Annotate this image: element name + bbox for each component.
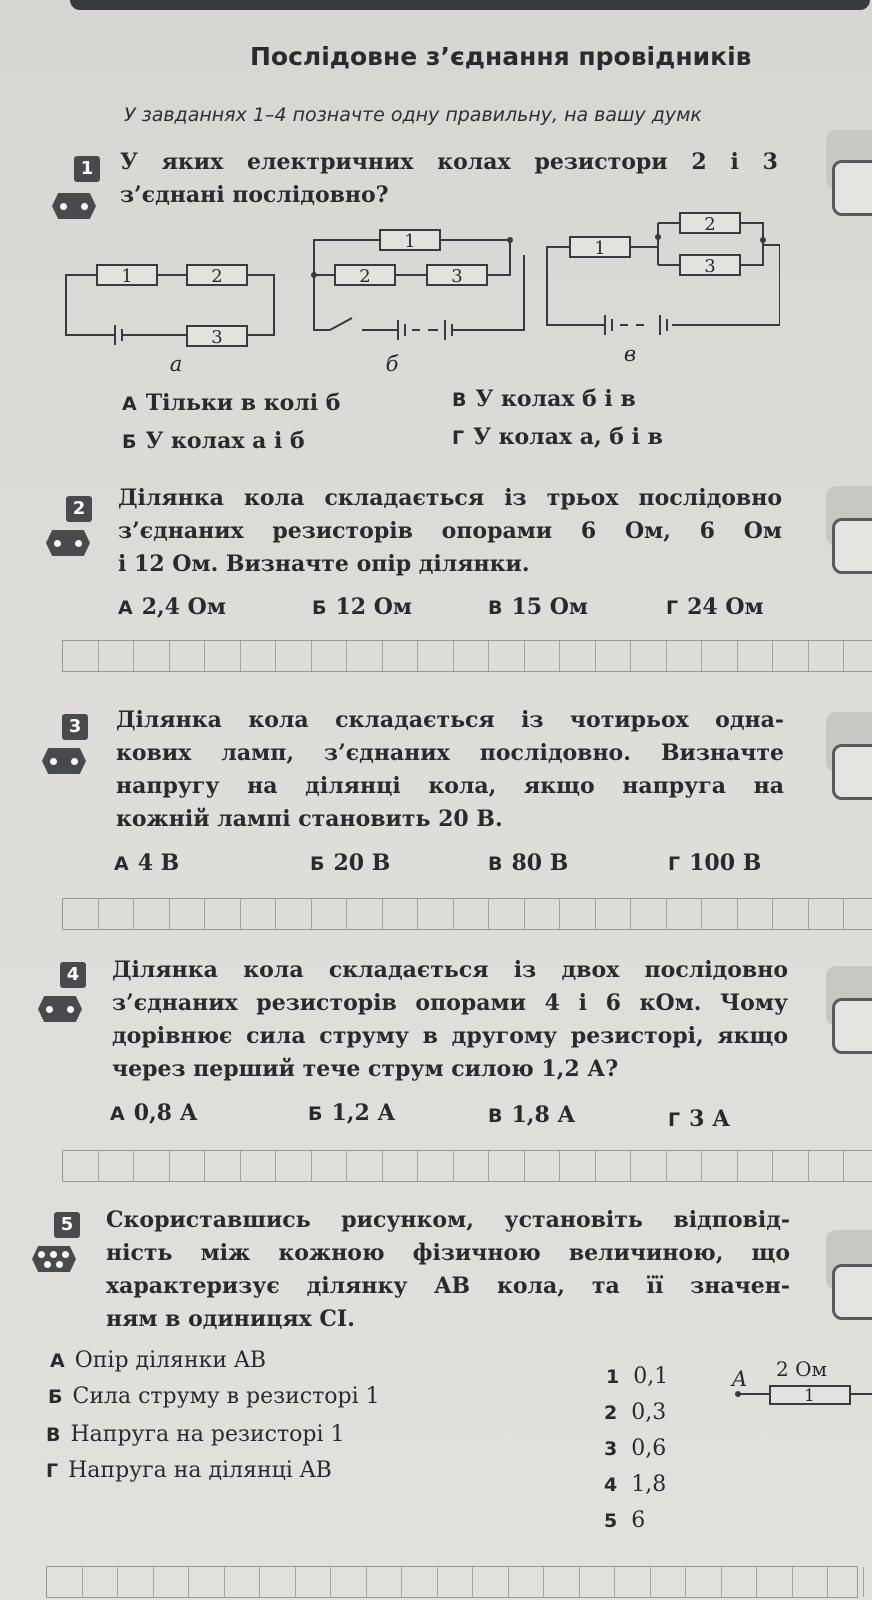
answer-option[interactable]: А 4 В — [114, 850, 180, 876]
question-text: Ділянка кола складається із трьох послідовно з’єднаних резисторів опорами 6 Ом, 6 Ом і 12 Ом. Визначте опір ділянки. — [118, 485, 782, 577]
answer-option[interactable]: В 80 В — [488, 850, 569, 876]
matching-value: 2 0,3 — [604, 1400, 667, 1425]
resistor-label: 1 — [594, 238, 606, 259]
circuit-label: б — [385, 352, 399, 376]
question-text: Скориставшись рисунком, установіть відповід- ність між кожною фізичною величиною, що характеризує ділянку AB кола, та її значен- ням в одиницях СІ. — [106, 1207, 790, 1332]
difficulty-badge — [42, 748, 86, 774]
difficulty-badge — [46, 530, 90, 556]
answer-option[interactable]: А 0,8 А — [110, 1100, 198, 1126]
answer-box[interactable] — [832, 744, 872, 800]
resistor-label: 2 — [211, 266, 223, 287]
resistor-label: 2 — [359, 266, 371, 287]
answer-grid[interactable] — [46, 1566, 858, 1598]
answer-grid[interactable] — [62, 898, 872, 930]
question-text: Ділянка кола складається із чотирьох одна- кових ламп, з’єднаних послідовно. Визначте напругу на ділянці кола, якщо напруга на кожній лампі становить 20 В. — [116, 707, 784, 832]
matching-item: В Напруга на резисторі 1 — [46, 1422, 345, 1447]
question-number: 4 — [60, 962, 86, 988]
answer-option[interactable]: Б 20 В — [310, 850, 391, 876]
point-label: A — [732, 1367, 748, 1391]
answer-option[interactable]: Б У колах а і б — [122, 428, 305, 454]
resistance-label: 2 Ом — [776, 1357, 828, 1381]
answer-box[interactable] — [832, 518, 872, 574]
circuit-label: в — [623, 342, 637, 366]
circuit-fragment — [722, 1350, 872, 1410]
resistor-label: 1 — [804, 1386, 815, 1406]
answer-box[interactable] — [832, 160, 872, 216]
question-number: 5 — [54, 1212, 80, 1238]
circuit-label: а — [169, 352, 183, 376]
resistor-label: 3 — [704, 256, 716, 277]
answer-option[interactable]: Б 1,2 А — [308, 1100, 396, 1126]
answer-option[interactable]: А Тільки в колі б — [122, 390, 341, 416]
question-number: 2 — [66, 496, 92, 522]
answer-option[interactable]: Г 24 Ом — [666, 594, 764, 620]
matching-value: 3 0,6 — [604, 1436, 667, 1461]
matching-value: 4 1,8 — [604, 1472, 667, 1497]
page-title: Послідовне з’єднання провідників — [250, 42, 752, 71]
answer-option[interactable]: В 1,8 А — [488, 1102, 576, 1128]
header-bar — [70, 0, 870, 10]
instructions: У завданнях 1–4 позначте одну правильну, на вашу думк — [124, 104, 702, 126]
matching-value: 5 6 — [604, 1508, 646, 1533]
resistor-label: 3 — [451, 266, 463, 287]
answer-box[interactable] — [832, 1264, 872, 1320]
answer-option[interactable]: В 15 Ом — [488, 594, 589, 620]
difficulty-badge — [32, 1246, 76, 1272]
question-number: 3 — [62, 714, 88, 740]
answer-option[interactable]: Г 100 В — [668, 850, 762, 876]
resistor-label: 1 — [121, 266, 133, 287]
resistor-label: 2 — [704, 214, 716, 235]
circuit-diagrams — [60, 205, 780, 380]
difficulty-badge — [38, 996, 82, 1022]
matching-value: 1 0,1 — [606, 1364, 669, 1389]
question-text: Ділянка кола складається із двох послідовно з’єднаних резисторів опорами 4 і 6 кОм. Чому дорівнює сила струму в другому резисторі, якщо через перший тече струм силою 1,2 А? — [112, 957, 788, 1082]
resistor-label: 3 — [211, 327, 223, 348]
resistor-label: 1 — [404, 231, 416, 252]
answer-option[interactable]: Г 3 А — [668, 1106, 730, 1132]
matching-item: Б Сила струму в резисторі 1 — [48, 1384, 380, 1409]
answer-grid[interactable] — [62, 640, 872, 672]
answer-option[interactable]: Г У колах а, б і в — [452, 424, 663, 450]
question-text: У яких електричних колах резистори 2 і 3 з’єднані послідовно? — [120, 149, 778, 208]
answer-option[interactable]: А 2,4 Ом — [118, 594, 226, 620]
answer-option[interactable]: В У колах б і в — [452, 386, 636, 412]
answer-box[interactable] — [832, 998, 872, 1054]
answer-option[interactable]: Б 12 Ом — [312, 594, 413, 620]
matching-item: Г Напруга на ділянці AB — [46, 1458, 332, 1483]
question-number: 1 — [74, 156, 100, 182]
matching-item: А Опір ділянки AB — [50, 1348, 267, 1373]
answer-grid[interactable] — [62, 1150, 872, 1182]
